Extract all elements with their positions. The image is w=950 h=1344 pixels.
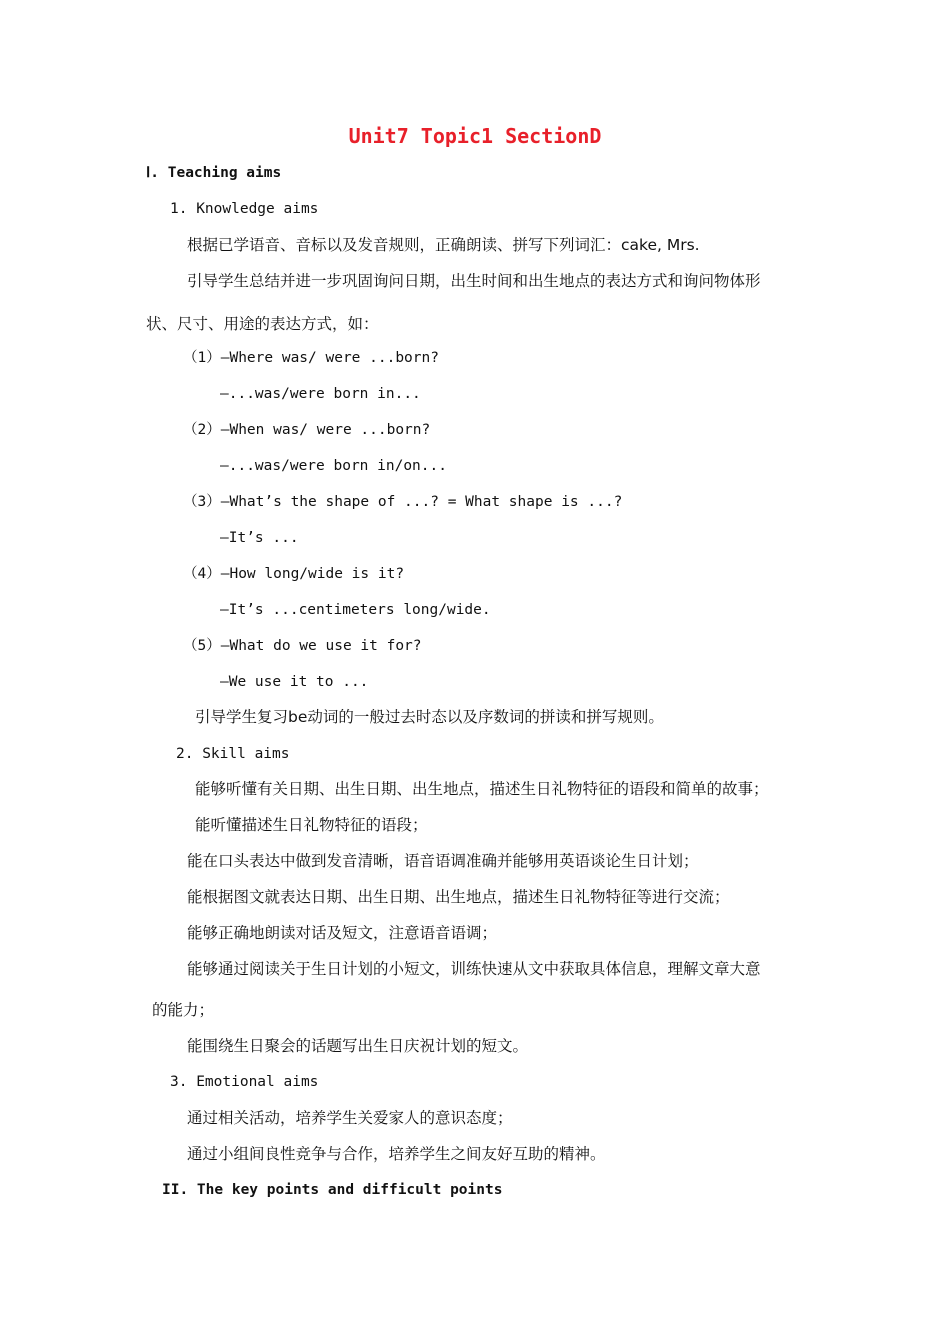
example-line: —...was/were born in/on... — [220, 458, 447, 474]
paragraph-line: 能够通过阅读关于生日计划的小短文，训练快速从文中获取具体信息，理解文章大意 — [187, 960, 761, 978]
paragraph-line: 能在口头表达中做到发音清晰，语音语调准确并能够用英语谈论生日计划； — [187, 852, 699, 870]
paragraph-line: 根据已学语音、音标以及发音规则，正确朗读、拼写下列词汇：cake, Mrs. — [187, 236, 700, 254]
paragraph-line: 通过小组间良性竞争与合作，培养学生之间友好互助的精神。 — [187, 1145, 606, 1163]
section-heading-teaching-aims: Ⅰ. Teaching aims — [146, 165, 282, 181]
subheading-skill-aims: 2. Skill aims — [176, 746, 290, 762]
paragraph-line: 引导学生总结并进一步巩固询问日期，出生时间和出生地点的表达方式和询问物体形 — [187, 272, 761, 290]
subheading-emotional-aims: 3. Emotional aims — [170, 1074, 319, 1090]
example-line: （5）—What do we use it for? — [183, 638, 422, 654]
example-line: （1）—Where was/ were ...born? — [183, 350, 439, 366]
example-line: —...was/were born in... — [220, 386, 421, 402]
paragraph-line: 引导学生复习be动词的一般过去时态以及序数词的拼读和拼写规则。 — [195, 708, 664, 726]
paragraph-line: 能根据图文就表达日期、出生日期、出生地点，描述生日礼物特征等进行交流； — [187, 888, 730, 906]
example-line: （2）—When was/ were ...born? — [183, 422, 431, 438]
example-line: （3）—What’s the shape of ...? = What shape is ...? — [183, 494, 623, 510]
paragraph-line: 能听懂描述生日礼物特征的语段； — [195, 816, 428, 834]
example-line: （4）—How long/wide is it? — [183, 566, 405, 582]
subheading-knowledge-aims: 1. Knowledge aims — [170, 201, 319, 217]
document-title: Unit7 Topic1 SectionD — [348, 124, 602, 148]
paragraph-line: 能围绕生日聚会的话题写出生日庆祝计划的短文。 — [187, 1037, 529, 1055]
paragraph-line: 状、尺寸、用途的表达方式，如： — [146, 315, 379, 333]
paragraph-line: 通过相关活动，培养学生关爱家人的意识态度； — [187, 1109, 513, 1127]
paragraph-line: 能够正确地朗读对话及短文，注意语音语调； — [187, 924, 498, 942]
example-line: —It’s ... — [220, 530, 299, 546]
paragraph-line: 的能力； — [152, 1001, 215, 1019]
section-heading-key-points: II. The key points and difficult points — [162, 1182, 503, 1198]
paragraph-line: 能够听懂有关日期、出生日期、出生地点，描述生日礼物特征的语段和简单的故事； — [195, 780, 769, 798]
example-line: —We use it to ... — [220, 674, 369, 690]
example-line: —It’s ...centimeters long/wide. — [220, 602, 491, 618]
